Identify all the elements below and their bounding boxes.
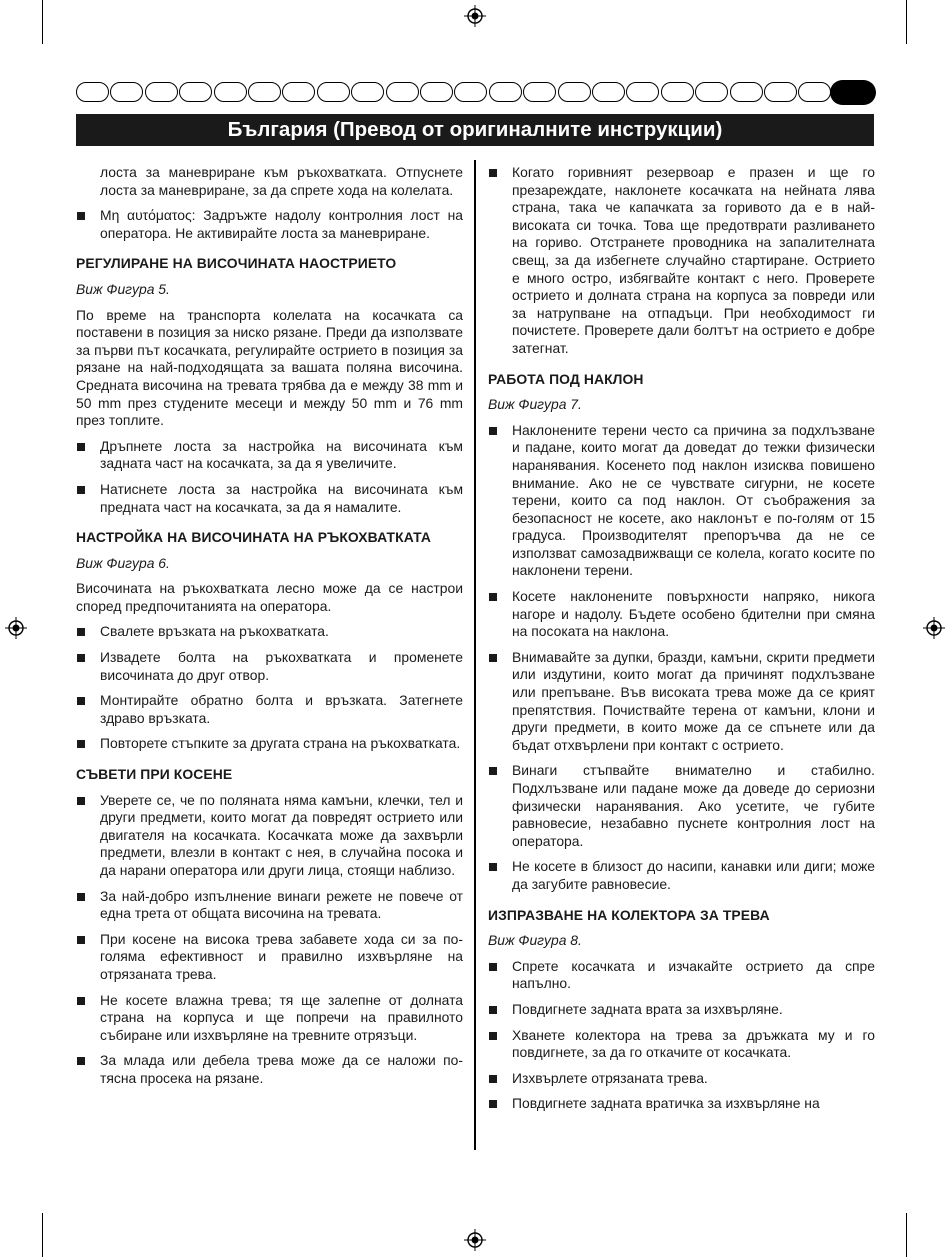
list-item-text: Винаги стъпвайте внимателно и стабилно. Подхлъзване или падане може да доведе до сериозни физически наранявания. Ако усетите, че губите равновесие, незабавно пуснете контролния лост на оператора. (512, 762, 875, 849)
crop-mark-top-right (906, 0, 907, 44)
bullet-list (76, 623, 463, 753)
language-tab (592, 82, 625, 102)
language-tab (179, 82, 212, 102)
registration-mark-top-icon (464, 5, 486, 27)
registration-mark-left-icon (5, 617, 27, 639)
list-item-text: Уверете се, че по поляната няма камъни, клечки, тел и други предмети, които могат да повредят острието или двигателя на косачката. Косачката може да захвърли предмети, влезли в контакт с нея, в случайна посока и да нарани оператора или други лица, стоящи наблизо. (100, 791, 463, 878)
list-item (76, 931, 463, 984)
language-tab (454, 82, 487, 102)
language-tab (248, 82, 281, 102)
list-item-text: Свалете връзката на ръкохватката. (100, 623, 329, 640)
crop-mark-bottom-left (42, 1213, 43, 1257)
crop-mark-bottom-right (906, 1213, 907, 1257)
list-item-text: Когато горивният резервоар е празен и ще го презареждате, наклонете косачката на нейната лява страна, така че капачката за горивото да е в най-високата си точка. Това ще предотврати разливането на гориво. Отстранете проводника на запалителната свещ, за да избегнете случайно стартиране. Острието е много остро, избягвайте контакт с него. Проверете острието и долната страна на корпуса за повреди или за натрупване на отпадъци. При необходимост ги почистете. Проверете дали болтът на острието е добре затегнат. (512, 164, 875, 356)
square-bullet-icon (489, 654, 497, 662)
list-item (76, 888, 463, 923)
crop-mark-top-left (42, 0, 43, 44)
column-divider (474, 160, 476, 1150)
list-item (488, 422, 875, 580)
square-bullet-icon (489, 863, 497, 871)
language-tab (386, 82, 419, 102)
list-item (76, 438, 463, 473)
square-bullet-icon (489, 1100, 497, 1108)
list-item (488, 1095, 875, 1113)
registration-mark-right-icon (923, 617, 945, 639)
square-bullet-icon (77, 893, 85, 901)
list-item (76, 1052, 463, 1087)
section-heading: РЕГУЛИРАНЕ НА ВИСОЧИНАТА НАОСТРИЕТО (76, 255, 397, 272)
list-item (488, 958, 875, 993)
bullet-list (76, 792, 463, 1088)
language-tab (730, 82, 763, 102)
paragraph: По време на транспорта колелата на косачката са поставени в позиция за ниско рязане. Преди да използвате за първи път косачката, регулирайте острието в позиция за рязане на най-подходящата за вашата поляна височина. Средната височина на тревата трябва да е между 38 mm и 50 mm през студените месеци и между 50 mm и 76 mm през топлите. (76, 306, 463, 429)
right-column (488, 164, 875, 1121)
list-item (76, 207, 463, 242)
list-item (488, 1027, 875, 1062)
square-bullet-icon (489, 1032, 497, 1040)
list-item-text: Косете наклонените повърхности напряко, никога нагоре и надолу. Бъдете особено бдителни при смяна на посоката на наклона. (512, 588, 875, 640)
figure-reference: Виж Фигура 7. (488, 396, 582, 413)
list-item-text: Натиснете лоста за настройка на височината към предната част на косачката, за да я намалите. (100, 480, 463, 515)
section-heading: НАСТРОЙКА НА ВИСОЧИНАТА НА РЪКОХВАТКАТА (76, 529, 431, 546)
language-tab (282, 82, 315, 102)
language-tab (523, 82, 556, 102)
list-item-text: При косене на висока трева забавете хода си за по-голяма ефективност и правилно изхвърляне на отрязаната трева. (100, 930, 463, 982)
square-bullet-icon (489, 767, 497, 775)
page-title: България (Превод от оригиналните инструкции) (76, 114, 874, 146)
language-tab (214, 82, 247, 102)
bullet-list (76, 438, 463, 516)
list-item-text: Монтирайте обратно болта и връзката. Затегнете здраво връзката. (100, 692, 463, 726)
language-tab-active (830, 80, 876, 105)
bullet-list (76, 207, 463, 242)
square-bullet-icon (489, 1006, 497, 1014)
square-bullet-icon (77, 740, 85, 748)
language-tab (558, 82, 591, 102)
square-bullet-icon (489, 963, 497, 971)
list-item (488, 858, 875, 893)
bullet-list (488, 422, 875, 894)
square-bullet-icon (77, 997, 85, 1005)
language-tab (489, 82, 522, 102)
list-item (488, 762, 875, 850)
bullet-list (488, 164, 875, 358)
list-item-text: Повдигнете задната врата за изхвърляне. (512, 1000, 783, 1017)
list-item (488, 1001, 875, 1019)
square-bullet-icon (77, 936, 85, 944)
list-item (76, 623, 463, 641)
list-item-text: Внимавайте за дупки, бразди, камъни, скрити предмети или издутини, които могат да причинят подхлъзване или препъване. Във високата трева може да се крият препятствия. Почиствайте терена от камъни, клони и други предмети, в които може да се спънете или да бъдат отхвърлени при контакт с острието. (512, 648, 875, 753)
list-item-text: Повторете стъпките за другата страна на ръкохватката. (100, 735, 461, 752)
square-bullet-icon (77, 486, 85, 494)
continued-text: лоста за маневриране към ръкохватката. Отпуснете лоста за маневриране, за да спрете хода на колелата. (100, 164, 463, 198)
language-tab (695, 82, 728, 102)
square-bullet-icon (77, 697, 85, 705)
square-bullet-icon (77, 628, 85, 636)
section-heading: СЪВЕТИ ПРИ КОСЕНЕ (76, 766, 233, 783)
square-bullet-icon (77, 212, 85, 220)
registration-mark-bottom-icon (464, 1229, 486, 1251)
square-bullet-icon (77, 443, 85, 451)
square-bullet-icon (489, 593, 497, 601)
list-item (76, 992, 463, 1045)
square-bullet-icon (77, 654, 85, 662)
language-tab (661, 82, 694, 102)
list-item (488, 649, 875, 755)
list-item (488, 1070, 875, 1088)
bullet-list (488, 958, 875, 1113)
language-tab (764, 82, 797, 102)
list-item (76, 481, 463, 516)
language-tab (798, 82, 831, 102)
list-item (488, 588, 875, 641)
paragraph: Височината на ръкохватката лесно може да се настрои според предпочитанията на оператора. (76, 580, 463, 614)
section-heading: РАБОТА ПОД НАКЛОН (488, 370, 644, 387)
square-bullet-icon (489, 1075, 497, 1083)
list-item-text: Не косете в близост до насипи, канавки или диги; може да загубите равновесие. (512, 858, 875, 892)
list-item-text: Хванете колектора на трева за дръжката му и го повдигнете, за да го откачите от косачката. (512, 1026, 875, 1061)
list-item-text: Спрете косачката и изчакайте острието да спре напълно. (512, 957, 875, 992)
list-item-text: Не косете влажна трева; тя ще залепне от долната страна на корпуса и ще попречи на правилното събиране или изхвърляне на тревните отрязъци. (100, 991, 463, 1043)
square-bullet-icon (77, 1057, 85, 1065)
list-item-text: Повдигнете задната вратичка за изхвърляне на (512, 1095, 820, 1112)
square-bullet-icon (77, 797, 85, 805)
list-item (76, 792, 463, 880)
square-bullet-icon (489, 427, 497, 435)
language-tabs (76, 80, 876, 106)
language-tab (317, 82, 350, 102)
figure-reference: Виж Фигура 6. (76, 554, 170, 571)
language-tab (145, 82, 178, 102)
list-item-text: За най-добро изпълнение винаги режете не повече от една трета от общата височина на тревата. (100, 887, 463, 922)
square-bullet-icon (489, 169, 497, 177)
figure-reference: Виж Фигура 5. (76, 280, 170, 297)
language-tab (351, 82, 384, 102)
list-item-text: Изхвърлете отрязаната трева. (512, 1069, 708, 1086)
language-tab (76, 82, 109, 102)
list-item-text: Дръпнете лоста за настройка на височината към задната част на косачката, за да я увеличите. (100, 437, 463, 472)
list-item (76, 692, 463, 727)
list-item-text: Μη αυτόματος: Задръжте надолу контролния лост на оператора. Не активирайте лоста за маневриране. (100, 207, 463, 241)
list-item-text: За млада или дебела трева може да се наложи по-тясна просека на рязане. (100, 1052, 463, 1086)
language-tab (110, 82, 143, 102)
language-tab (626, 82, 659, 102)
list-item-text: Наклонените терени често са причина за подхлъзване и падане, които могат да доведат до тежки физически наранявания. Косенето под наклон изисква повишено внимание. Ако не се чувствате сигурни, не косете терени, които са под наклон. От съображения за безопасност не косете, ако наклонът е по-голям от 15 градуса. Производителят препоръчва да не се използват самозадвижващи се колела, когато косите по наклонени терени. (512, 421, 875, 579)
list-item (488, 164, 875, 358)
left-column (76, 164, 463, 1096)
figure-reference: Виж Фигура 8. (488, 932, 582, 949)
list-item (76, 649, 463, 684)
list-item-text: Извадете болта на ръкохватката и променете височината до друг отвор. (100, 649, 463, 683)
language-tab (420, 82, 453, 102)
section-heading: ИЗПРАЗВАНЕ НА КОЛЕКТОРА ЗА ТРЕВА (488, 906, 770, 923)
list-item (76, 735, 463, 753)
